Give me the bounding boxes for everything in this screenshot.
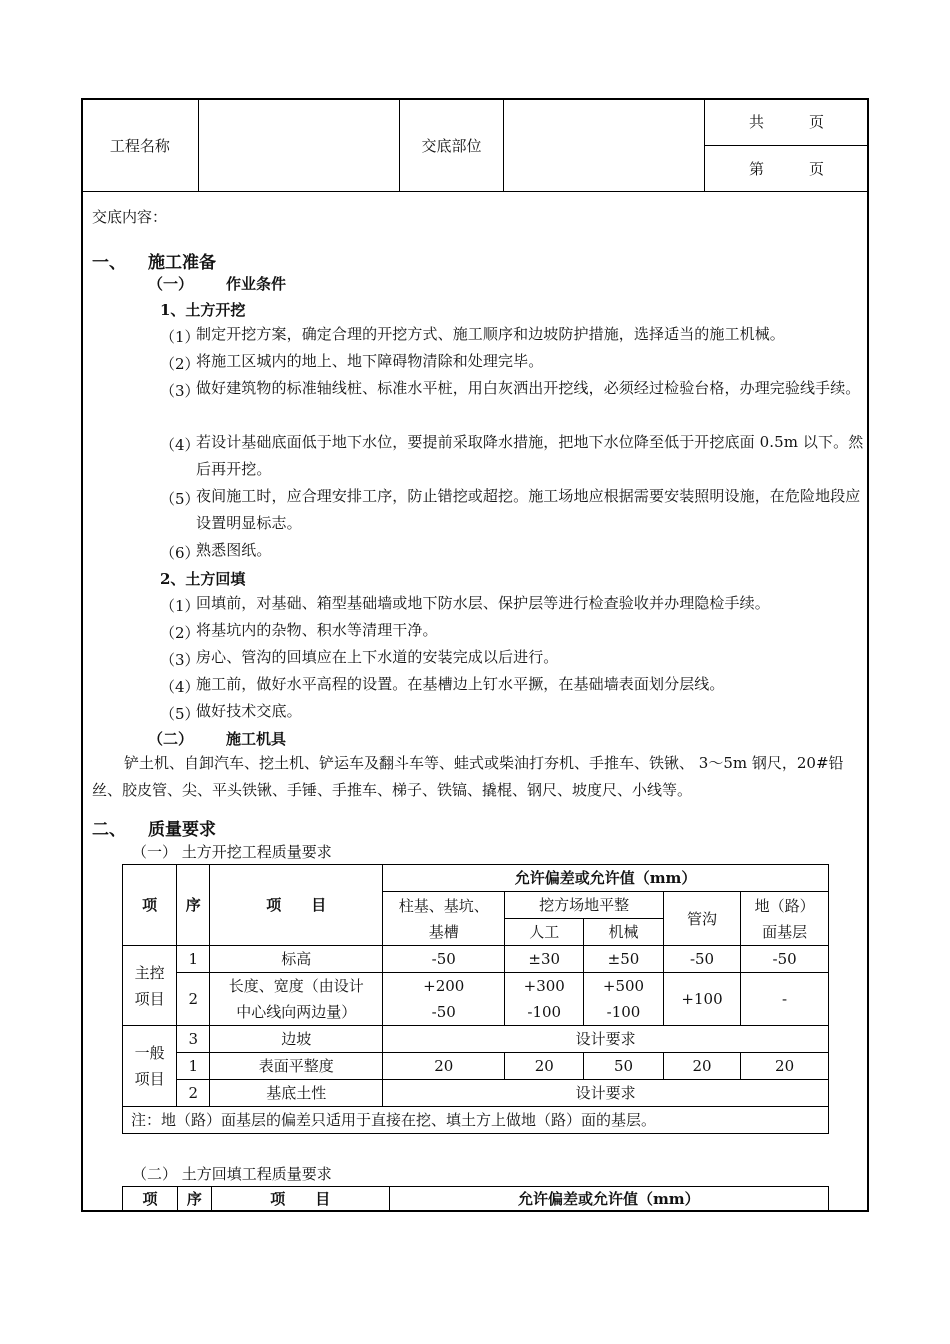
cell-seq: 3 (177, 1026, 210, 1053)
item1-num-3: （3） (160, 382, 200, 400)
project-name-label: 工程名称 (82, 99, 199, 192)
item1-num-5: （5） (160, 490, 200, 508)
item1-num-1: （1） (160, 328, 200, 346)
item1-text-1: 制定开挖方案，确定合理的开挖方式、施工顺序和边坡防护措施，选择适当的施工机械。 (196, 325, 785, 343)
item2-num-3: （3） (160, 651, 200, 669)
cell-name: 基底土性 (210, 1080, 383, 1107)
table-row (123, 946, 829, 973)
cell-merged: 设计要求 (383, 1080, 829, 1107)
item1-title: 1、土方开挖 (160, 301, 246, 319)
col-header-seq: 序 (177, 865, 210, 946)
item2-title: 2、土方回填 (160, 570, 246, 588)
cell-pit: -50 (383, 946, 505, 973)
cell-machine: ±50 (584, 946, 664, 973)
sec2-title: 质量要求 (148, 820, 216, 840)
cell-seq: 2 (177, 973, 210, 1026)
col-header-name: 项 目 (210, 865, 383, 946)
table2-caption: （二） 土方回填工程质量要求 (132, 1165, 332, 1183)
col-header-tolerance: 允许偏差或允许值（mm） (389, 1187, 828, 1212)
item2-num-4: （4） (160, 678, 200, 696)
item2-num-5: （5） (160, 705, 200, 723)
cell-manual: 20 (505, 1053, 584, 1080)
col-header-tolerance: 允许偏差或允许值（mm） (383, 865, 829, 892)
item1-text-4: 若设计基础底面低于地下水位，要提前采取降水措施，把地下水位降至低于开挖底面 0.5m 以下。然后再开挖。 (196, 433, 864, 478)
cell-pit: +200 -50 (383, 973, 505, 1026)
table-row (123, 973, 829, 1026)
table-row (123, 1080, 829, 1107)
group-general: 一般项目 (123, 1026, 177, 1107)
sec1-title: 施工准备 (148, 253, 216, 273)
cell-manual: ±30 (505, 946, 584, 973)
content-label: 交底内容： (92, 208, 168, 226)
col-header-item: 项 (123, 1187, 178, 1212)
col-header-level: 挖方场地平整 (505, 892, 664, 919)
cell-machine: 50 (584, 1053, 664, 1080)
cell-manual: +300 -100 (505, 973, 584, 1026)
col-header-manual: 人工 (505, 919, 584, 946)
item1-num-4: （4） (160, 436, 200, 454)
project-name-value[interactable] (198, 99, 399, 192)
cell-name: 标高 (210, 946, 383, 973)
sec2-num: 二、 (92, 820, 126, 840)
cell-seq: 1 (177, 946, 210, 973)
cell-machine: +500 -100 (584, 973, 664, 1026)
item2-num-1: （1） (160, 597, 200, 615)
item1-num-6: （6） (160, 544, 200, 562)
cell-trench: +100 (663, 973, 740, 1026)
cell-merged: 设计要求 (383, 1026, 829, 1053)
machines-text: 铲土机、自卸汽车、挖土机、铲运车及翻斗车等、蛙式或柴油打夯机、手推车、铁锹、 3～5m 钢尺，20#铅丝、胶皮管、尖、平头铁锹、手锤、手推车、梯子、铁镐、撬棍、钢尺、坡度尺、小线等。 (92, 754, 844, 799)
sec1-num: 一、 (92, 253, 126, 273)
item1-num-2: （2） (160, 355, 200, 373)
item2-text-4: 施工前，做好水平高程的设置。在基槽边上钉水平撅，在基础墙表面划分层线。 (196, 675, 725, 693)
item1-text-5: 夜间施工时，应合理安排工序，防止错挖或超挖。施工场地应根据需要安装照明设施，在危险地段应设置明显标志。 (196, 487, 861, 532)
cell-trench: 20 (663, 1053, 740, 1080)
sub1-title: 作业条件 (226, 275, 287, 293)
item2-text-5: 做好技术交底。 (196, 702, 302, 720)
backfill-quality-table (122, 1186, 829, 1212)
cell-pit: 20 (383, 1053, 505, 1080)
cell-name: 表面平整度 (210, 1053, 383, 1080)
col-header-name: 项 目 (211, 1187, 389, 1212)
item2-text-2: 将基坑内的杂物、积水等清理干净。 (196, 621, 438, 639)
cell-trench: -50 (663, 946, 740, 973)
part-value[interactable] (504, 99, 705, 192)
header-table (81, 98, 869, 192)
sub2-title: 施工机具 (226, 730, 287, 748)
sub2-num: （二） (148, 730, 194, 748)
cell-road: -50 (741, 946, 829, 973)
part-label: 交底部位 (399, 99, 504, 192)
cell-name: 边坡 (210, 1026, 383, 1053)
excavation-quality-table (122, 864, 829, 1134)
table-row (123, 1026, 829, 1053)
item2-num-2: （2） (160, 624, 200, 642)
page-number: 第 页 (705, 145, 869, 192)
item2-text-1: 回填前，对基础、箱型基础墙或地下防水层、保护层等进行检查验收并办理隐检手续。 (196, 594, 770, 612)
col-header-pit: 柱基、基坑、基槽 (383, 892, 505, 946)
col-header-road: 地（路）面基层 (741, 892, 829, 946)
total-pages: 共 页 (705, 99, 869, 146)
col-header-machine: 机械 (584, 919, 664, 946)
col-header-trench: 管沟 (663, 892, 740, 946)
col-header-seq: 序 (177, 1187, 211, 1212)
table-row (123, 1053, 829, 1080)
item2-text-3: 房心、管沟的回填应在上下水道的安装完成以后进行。 (196, 648, 559, 666)
cell-road: - (741, 973, 829, 1026)
cell-seq: 1 (177, 1053, 210, 1080)
group-main: 主控项目 (123, 946, 177, 1026)
item1-text-2: 将施工区城内的地上、地下障碍物清除和处理完毕。 (196, 352, 544, 370)
cell-road: 20 (741, 1053, 829, 1080)
item1-text-3: 做好建筑物的标准轴线桩、标准水平桩，用白灰洒出开挖线，必须经过检验台格，办理完验线手续。 (196, 379, 861, 397)
table1-caption: （一） 土方开挖工程质量要求 (132, 843, 332, 861)
cell-name: 长度、宽度（由设计中心线向两边量） (210, 973, 383, 1026)
table-note: 注：地（路）面基层的偏差只适用于直接在挖、填土方上做地（路）面的基层。 (123, 1107, 829, 1134)
item1-text-6: 熟悉图纸。 (196, 541, 272, 559)
sub1-num: （一） (148, 275, 194, 293)
col-header-item: 项 (123, 865, 177, 946)
cell-seq: 2 (177, 1080, 210, 1107)
